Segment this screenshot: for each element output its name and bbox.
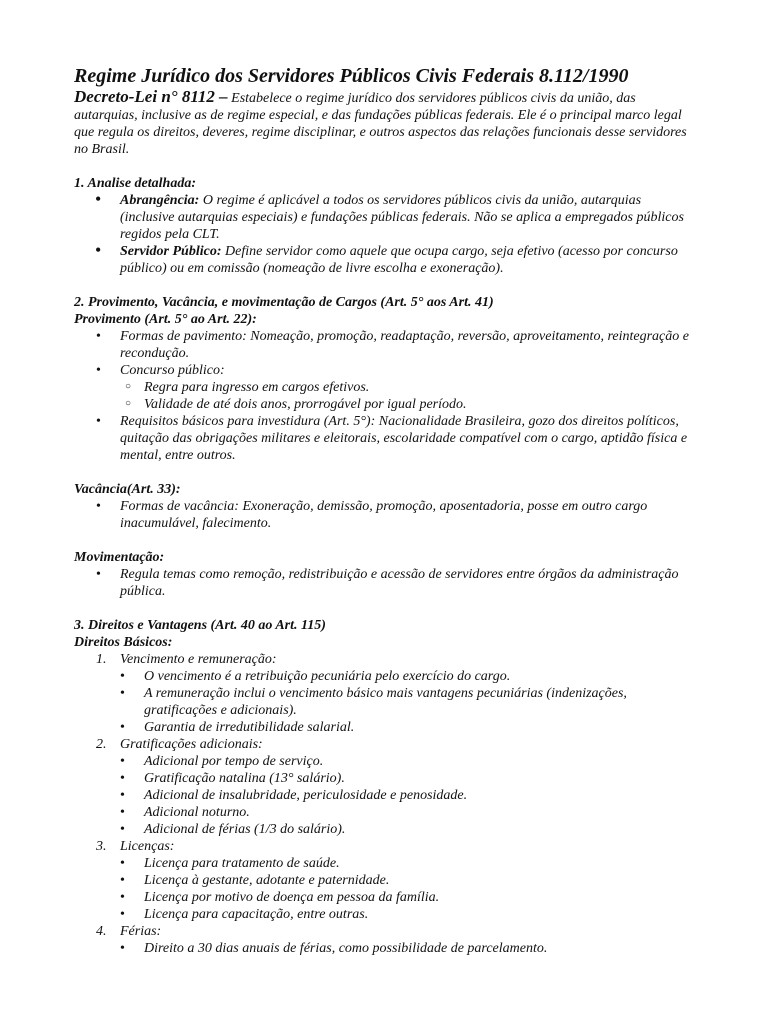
group-label: Vencimento e remuneração: <box>120 652 277 667</box>
movimentacao-list <box>74 566 694 600</box>
intro-label: Decreto-Lei n° 8112 – <box>74 87 228 106</box>
document-title: Regime Jurídico dos Servidores Públicos Civis Federais 8.112/1990 <box>74 65 629 87</box>
list-item: • Adicional de férias (1/3 do salário). <box>144 821 694 838</box>
intro-paragraph <box>74 88 694 158</box>
list-item <box>120 192 694 243</box>
vacancia-list <box>74 498 694 532</box>
list-item: • Adicional de insalubridade, periculosidade e penosidade. <box>144 787 694 804</box>
list-item: • Licença por motivo de doença em pessoa da família. <box>144 889 694 906</box>
sublist <box>120 753 694 838</box>
group-label: Licenças: <box>120 839 175 854</box>
term-servidor: Servidor Público: <box>120 244 222 259</box>
list-item: • Formas de vacância: Exoneração, demissão, promoção, aposentadoria, posse em outro cargo inacumulável, falecimento. <box>120 498 694 532</box>
list-item <box>96 838 694 923</box>
section3-heading: 3. Direitos e Vantagens (Art. 40 ao Art. 115) <box>74 618 326 633</box>
direitos-list <box>74 651 694 957</box>
intro-text: Estabelece o regime jurídico dos servidores públicos civis da união, das autarquias, inclusive as de regime especial, e das fundações públicas federais. Ele é o principal marco legal que regula os direitos, deveres, regime disciplinar, e outros aspectos das relações funcionais desse servidores no Brasil. <box>74 91 687 157</box>
sublist <box>120 855 694 923</box>
sublist <box>120 940 694 957</box>
item-number: 3. <box>96 839 107 854</box>
list-item: • Requisitos básicos para investidura (Art. 5°): Nacionalidade Brasileira, gozo dos direitos políticos, quitação das obrigações militares e eleitorais, escolaridade compatível com o cargo, aptidão física e mental, entre outros. <box>120 413 694 464</box>
sublist <box>120 668 694 736</box>
list-item: • A remuneração inclui o vencimento básico mais vantagens pecuniárias (indenizações, gratificações e adicionais). <box>144 685 694 719</box>
list-item: • Licença para tratamento de saúde. <box>144 855 694 872</box>
section1-list <box>74 192 694 277</box>
text-servidor: Define servidor como aquele que ocupa cargo, seja efetivo (acesso por concurso público) ou em comissão (nomeação de livre escolha e exoneração). <box>120 244 678 276</box>
list-item <box>96 651 694 736</box>
list-item <box>96 736 694 838</box>
item-number: 4. <box>96 924 107 939</box>
list-item: • Garantia de irredutibilidade salarial. <box>144 719 694 736</box>
group-label: Férias: <box>120 924 162 939</box>
section2-heading: 2. Provimento, Vacância, e movimentação de Cargos (Art. 5° aos Art. 41) <box>74 295 494 310</box>
provimento-heading: Provimento (Art. 5° ao Art. 22): <box>74 312 257 327</box>
item-number: 2. <box>96 737 107 752</box>
item-number: 1. <box>96 652 107 667</box>
list-item <box>120 362 694 413</box>
list-item: • Licença à gestante, adotante e paternidade. <box>144 872 694 889</box>
list-item: • Adicional noturno. <box>144 804 694 821</box>
term-abrangencia: Abrangência: <box>120 193 200 208</box>
concurso-label: Concurso público: <box>120 363 225 378</box>
list-item: • Licença para capacitação, entre outras. <box>144 906 694 923</box>
provimento-list <box>74 328 694 464</box>
list-item: • O vencimento é a retribuição pecuniária pelo exercício do cargo. <box>144 668 694 685</box>
list-item: ○ Regra para ingresso em cargos efetivos. <box>144 379 694 396</box>
vacancia-heading: Vacância(Art. 33): <box>74 482 181 497</box>
list-item <box>96 923 694 957</box>
section1-heading: 1. Analise detalhada: <box>74 176 196 191</box>
list-item: • Gratificação natalina (13° salário). <box>144 770 694 787</box>
direitos-basicos-heading: Direitos Básicos: <box>74 635 173 650</box>
text-abrangencia: O regime é aplicável a todos os servidores públicos civis da união, autarquias (inclusive autarquias especiais) e fundações públicas federais. Não se aplica a empregados públicos regidos pela CLT. <box>120 193 684 242</box>
group-label: Gratificações adicionais: <box>120 737 263 752</box>
list-item: ○ Validade de até dois anos, prorrogável por igual período. <box>144 396 694 413</box>
movimentacao-heading: Movimentação: <box>74 550 165 565</box>
list-item <box>120 243 694 277</box>
concurso-sublist <box>120 379 694 413</box>
list-item: • Direito a 30 dias anuais de férias, como possibilidade de parcelamento. <box>144 940 694 957</box>
list-item: • Adicional por tempo de serviço. <box>144 753 694 770</box>
list-item: • Formas de pavimento: Nomeação, promoção, readaptação, reversão, aproveitamento, reintegração e recondução. <box>120 328 694 362</box>
list-item: • Regula temas como remoção, redistribuição e acessão de servidores entre órgãos da administração pública. <box>120 566 694 600</box>
